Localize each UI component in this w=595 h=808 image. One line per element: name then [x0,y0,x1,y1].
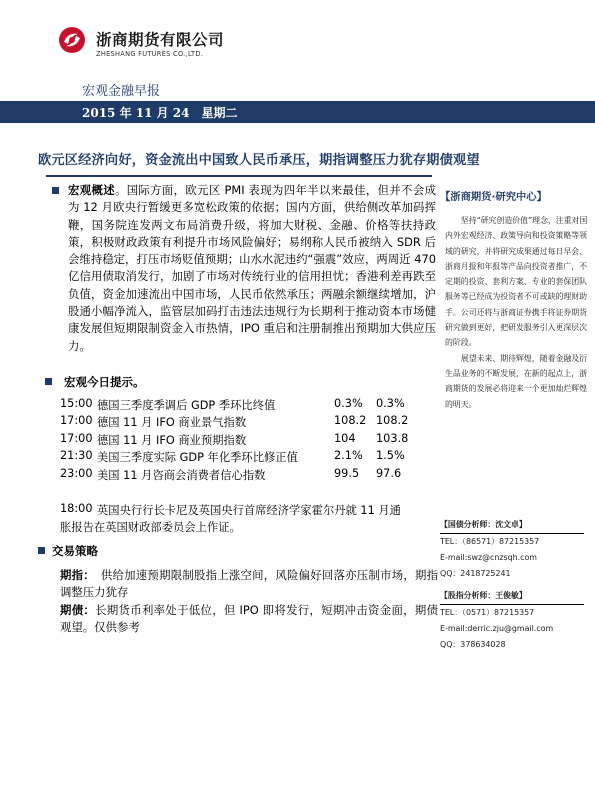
strategy-index-label: 期指： [60,568,95,582]
analyst-email[interactable]: E-mail:derric.zju@gmail.com [440,624,554,633]
event-forecast: 108.2 [376,414,409,428]
event-desc: 德国 11 月 IFO 商业景气指数 [97,416,247,430]
sidebar-title: 【浙商期货·研究中心】 [440,191,547,203]
analyst-tel: TEL：（0571）87215357 [440,608,535,617]
zheshang-logo-icon [58,26,86,54]
event-row [60,414,438,431]
event-previous: 108.2 [334,414,367,428]
overview-text: 。国际方面，欧元区 PMI 表现为四年半以来最佳，但并不会成为 12 月欧央行暂缓更多宽松政策的依据；国内方面，供给侧改革加码挥鞭，国务院连发两文布局消费升级，将加大财税、金融、价格等扶持政策，积极财政政策有利提升市场风险偏好；易纲称人民币被纳入 SDR 后会维持稳定，打压市场贬值预期；山水水泥违约“强震”效应，两周近 470 亿信用债取消发行，加剧了市场对传统行业的信用担忧；香港利差再跌至负值，资金加速流出中国市场，人民币依然承压；两融余额继续增加，沪股通小幅净流入，监管层加码打击违法违规行为长期利于推动资本市场健康发展但短期限制资金入市热情，IPO 重启和注册制推出预期加大供应压力。 [68,183,436,353]
event-list [60,397,438,484]
analyst-qq: QQ：2418725241 [440,569,511,578]
event-desc: 美国三季度实际 GDP 年化季环比修正值 [97,451,298,465]
analyst-name: 【国债分析师：沈文卓】 [440,520,527,529]
event-time: 15:00 [60,397,93,410]
event-desc: 德国三季度季调后 GDP 季环比终值 [97,399,276,412]
bullet-square-icon [52,187,59,194]
event-desc: 英国央行行长卡尼及英国央行首席经济学家霍尔丹就 11 月通 [97,504,401,517]
headline-divider [46,175,432,177]
sidebar-intro [445,213,589,412]
analyst-qq: QQ：378634028 [440,640,506,649]
event-time: 21:30 [60,449,93,463]
analyst-contact [440,588,527,604]
strategy-index-text: 供给加速预期限制股指上涨空间，风险偏好回落亦压制市场，期指调整压力犹存 [60,568,438,600]
analyst-contact-details [440,605,553,653]
analyst-email[interactable]: E-mail:swz@cnzsqh.com [440,553,537,562]
analyst-contact-details [440,534,539,582]
strategy-bond-text: 长期货币利率处于低位，但 IPO 即将发行，短期冲击资金面，期债观望。仅供参考 [60,602,438,634]
strategy-bond-label: 期债： [60,602,96,617]
report-date: 2015 年 11 月 24 星期二 [82,106,238,120]
company-name: 浙商期货有限公司 [96,31,225,49]
event-previous: 104 [334,431,356,445]
event-previous: 2.1% [334,449,363,463]
analyst-name: 【股指分析师：王俊敏】 [440,591,527,600]
overview-label: 宏观概述 [68,183,115,197]
event-time: 17:00 [60,431,93,445]
event-previous: 0.3% [334,397,363,410]
event-time: 18:00 [60,502,93,515]
analyst-contact [440,517,527,533]
event-forecast: 0.3% [376,397,405,410]
event-time: 17:00 [60,414,93,428]
event-previous: 99.5 [334,466,360,480]
event-row [60,467,438,484]
bullet-square-icon [45,378,52,385]
tips-title: 宏观今日提示。 [64,375,145,389]
report-type: 宏观金融早报 [82,84,161,99]
macro-overview [68,182,436,355]
event-row [60,432,438,449]
event-desc-continued: 胀报告在英国财政部委员会上作证。 [60,521,241,534]
strategy-title: 交易策略 [52,544,98,558]
analyst-tel: TEL：（86571）87215357 [440,537,540,546]
event-row [60,449,438,466]
strategy-bond [60,602,438,637]
strategy-text [60,567,438,636]
company-name-en: ZHESHANG FUTURES CO.,LTD. [96,50,204,58]
event-row [60,397,438,414]
event-desc: 美国 11 月咨商会消费者信心指数 [97,468,266,482]
sidebar-intro-paragraph: 坚持“研究创造价值”理念，注重对国内外宏观经济、政策导向和投资策略等领域的研究，并将研究成果通过每日早会、浙商月报和年报等产品向投资者推广，不定期的投资、套利方案、专业的套保团队服务等已经成为投资者不可或缺的理财助手。公司还将与浙商证券携手将证券期货研究做到更好，把研发服务引入更深层次的阶段。 [445,216,588,348]
bullet-square-icon [38,547,45,554]
event-time: 23:00 [60,466,93,480]
event-desc: 德国 11 月 IFO 商业预期指数 [97,433,247,447]
headline: 欧元区经济向好，资金流出中国致人民币承压，期指调整压力犹存期债观望 [38,153,480,168]
event-forecast: 97.6 [376,466,402,480]
strategy-index [60,567,438,602]
event-forecast: 1.5% [376,449,405,463]
sidebar-intro-paragraph: 展望未来、期待辉煌，随着金融及衍生品业务的不断发展，在新的起点上，浙商期货的发展必将迎来一个更加灿烂辉煌的明天。 [445,353,588,409]
event-forecast: 103.8 [376,431,409,445]
